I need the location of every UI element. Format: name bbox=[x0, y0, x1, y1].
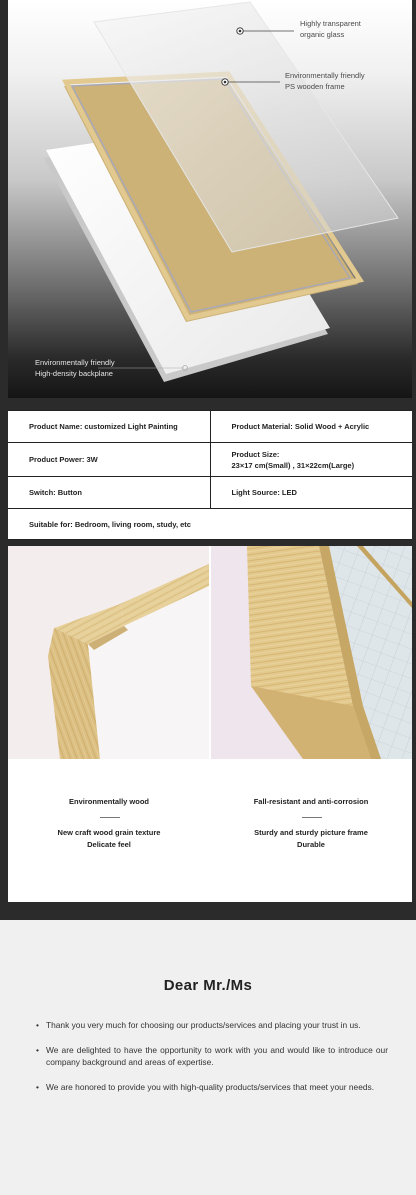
callout-frame-line2: PS wooden frame bbox=[285, 82, 345, 91]
detail-line: New craft wood grain texture bbox=[57, 828, 161, 837]
layers-illustration bbox=[8, 0, 412, 398]
wood-corner-photo bbox=[8, 546, 209, 759]
detail-description bbox=[210, 827, 412, 851]
detail-line: Durable bbox=[297, 840, 325, 849]
list-item: • We are honored to provide you with high-quality products/services that meet your needs. bbox=[36, 1081, 388, 1093]
callout-frame-line1: Environmentally friendly bbox=[285, 71, 365, 80]
callout-backplane bbox=[35, 357, 115, 379]
caption-divider bbox=[302, 817, 322, 818]
detail-line: Sturdy and sturdy picture frame bbox=[254, 828, 368, 837]
detail-description bbox=[8, 827, 210, 851]
letter-list bbox=[36, 1019, 388, 1106]
spec-product-size bbox=[210, 443, 413, 476]
exploded-layer-diagram bbox=[8, 0, 412, 398]
detail-caption-wood bbox=[8, 759, 210, 902]
spec-suitable-for: Suitable for: Bedroom, living room, study, etc bbox=[29, 519, 191, 529]
spec-product-name: Product Name: customized Light Painting bbox=[29, 422, 178, 431]
spec-product-size-label: Product Size: bbox=[231, 449, 280, 459]
spec-light-source: Light Source: LED bbox=[210, 477, 413, 508]
detail-caption-durable bbox=[210, 759, 412, 902]
spec-row bbox=[8, 442, 412, 476]
detail-title: Fall-resistant and anti-corrosion bbox=[253, 797, 369, 806]
spec-switch: Switch: Button bbox=[29, 488, 82, 497]
detail-section bbox=[8, 546, 412, 902]
spec-row bbox=[8, 508, 412, 540]
letter-section bbox=[0, 920, 416, 1195]
detail-title: Environmentally wood bbox=[68, 797, 149, 806]
callout-frame bbox=[285, 70, 365, 92]
callout-glass-line2: organic glass bbox=[300, 30, 345, 39]
frame-edge-photo bbox=[211, 546, 412, 759]
caption-divider bbox=[100, 817, 120, 818]
spec-row bbox=[8, 476, 412, 508]
spec-product-power: Product Power: 3W bbox=[29, 455, 98, 464]
detail-line: Delicate feel bbox=[87, 840, 131, 849]
callout-glass-line1: Highly transparent bbox=[300, 19, 361, 28]
spec-product-material: Product Material: Solid Wood + Acrylic bbox=[210, 411, 413, 442]
callout-backplane-line2: High-density backplane bbox=[35, 369, 113, 378]
spec-row bbox=[8, 410, 412, 442]
spec-table bbox=[8, 410, 412, 540]
list-item: • We are delighted to have the opportunity to work with you and would like to introduce our company background and areas of expertise. bbox=[36, 1044, 388, 1068]
spec-product-size-value: 23×17 cm(Small) , 31×22cm(Large) bbox=[231, 460, 355, 470]
letter-heading: Dear Mr./Ms bbox=[163, 977, 253, 994]
callout-glass bbox=[300, 18, 361, 40]
callout-backplane-line1: Environmentally friendly bbox=[35, 358, 115, 367]
list-item: • Thank you very much for choosing our products/services and placing your trust in us. bbox=[36, 1019, 388, 1031]
